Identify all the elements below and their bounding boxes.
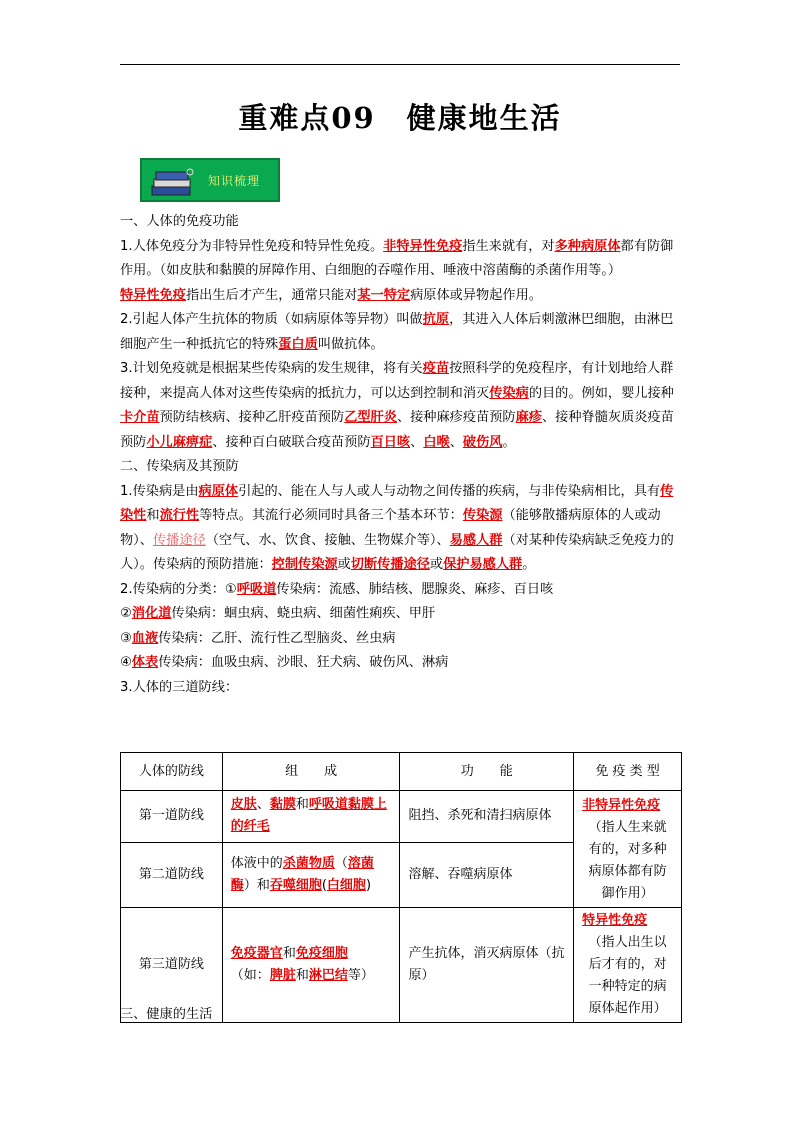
paragraph: 3.计划免疫就是根据某些传染病的发生规律，将有关疫苗按照科学的免疫程序，有计划地给人群接种，来提高人体对这些传染病的抵抗力，可以达到控制和消灭传染病的目的。例如，婴儿接种卡介苗预防结核病、接种乙肝疫苗预防乙型肝炎、接种麻疹疫苗预防麻疹、接种脊髓灰质炎疫苗预防小儿麻痹症、接种百白破联合疫苗预防百日咳、白喉、破伤风。 — [120, 361, 674, 450]
table-header: 组 成 — [222, 753, 400, 791]
table-header-row — [121, 753, 682, 791]
line-name: 第二道防线 — [121, 842, 223, 907]
line-name: 第三道防线 — [121, 908, 223, 1023]
line-function: 阻挡、杀死和清扫病原体 — [400, 791, 574, 843]
paragraph: ③血液传染病：乙肝、流行性乙型脑炎、丝虫病 — [120, 630, 396, 646]
paragraph: ②消化道传染病：蛔虫病、蛲虫病、细菌性痢疾、甲肝 — [120, 606, 436, 621]
paragraph: 1.传染病是由病原体引起的、能在人与人或人与动物之间传播的疾病，与非传染病相比，具有传染性和流行性等特点。其流行必须同时具备三个基本环节：传染源（能够散播病原体的人或动物）、传播途径（空气、水、饮食、接触、生物媒介等）、易感人群（对某种传染病缺乏免疫力的人）。传染病的预防措施：控制传染源或切断传播途径或保护易感人群。 — [120, 483, 674, 572]
line-composition: 皮肤、黏膜和呼吸道黏膜上的纤毛 — [222, 791, 400, 843]
section-heading: 二、传染病及其预防 — [120, 459, 239, 474]
table-row — [121, 791, 682, 843]
paragraph: 1.人体免疫分为非特异性免疫和特异性免疫。非特异性免疫指生来就有，对多种病原体都有防御作用。（如皮肤和黏膜的屏障作用、白细胞的吞噬作用、唾液中溶菌酶的杀菌作用等。） — [120, 238, 674, 278]
badge-label: 知识梳理 — [208, 174, 261, 188]
table-header: 功 能 — [400, 753, 574, 791]
top-rule — [120, 64, 680, 65]
table-header: 人体的防线 — [121, 753, 223, 791]
paragraph: 3.人体的三道防线： — [120, 679, 239, 695]
paragraph: 2.传染病的分类：①呼吸道传染病：流感、肺结核、腮腺炎、麻疹、百日咳 — [120, 581, 554, 597]
line-function: 溶解、吞噬病原体 — [400, 842, 574, 907]
paragraph: 2.引起人体产生抗体的物质（如病原体等异物）叫做抗原，其进入人体后刺激淋巴细胞，由淋巴细胞产生一种抵抗它的特殊蛋白质叫做抗体。 — [120, 312, 674, 352]
line-function: 产生抗体，消灭病原体（抗原） — [400, 908, 574, 1023]
immune-type: 非特异性免疫 （指人生来就有的，对多种病原体都有防御作用） — [574, 791, 682, 908]
line-composition: 免疫器官和免疫细胞 （如：脾脏和淋巴结等） — [222, 908, 400, 1023]
knowledge-badge — [140, 158, 280, 202]
line-composition: 体液中的杀菌物质（溶菌酶）和吞噬细胞(白细胞) — [222, 842, 400, 907]
section-heading: 三、健康的生活 — [120, 1007, 213, 1022]
page-title: 重难点09 健康地生活 — [238, 101, 562, 135]
books-icon — [150, 168, 196, 198]
immune-type: 特异性免疫 （指人出生以后才有的，对一种特定的病原体起作用） — [574, 908, 682, 1023]
defense-lines-table — [120, 752, 682, 1023]
table-header: 免 疫 类 型 — [574, 753, 682, 791]
paragraph: ④体表传染病：血吸虫病、沙眼、狂犬病、破伤风、淋病 — [120, 655, 449, 670]
content-body — [120, 210, 680, 700]
section-heading: 一、人体的免疫功能 — [120, 214, 239, 229]
paragraph: 特异性免疫指出生后才产生，通常只能对某一特定病原体或异物起作用。 — [120, 287, 542, 303]
line-name: 第一道防线 — [121, 791, 223, 843]
